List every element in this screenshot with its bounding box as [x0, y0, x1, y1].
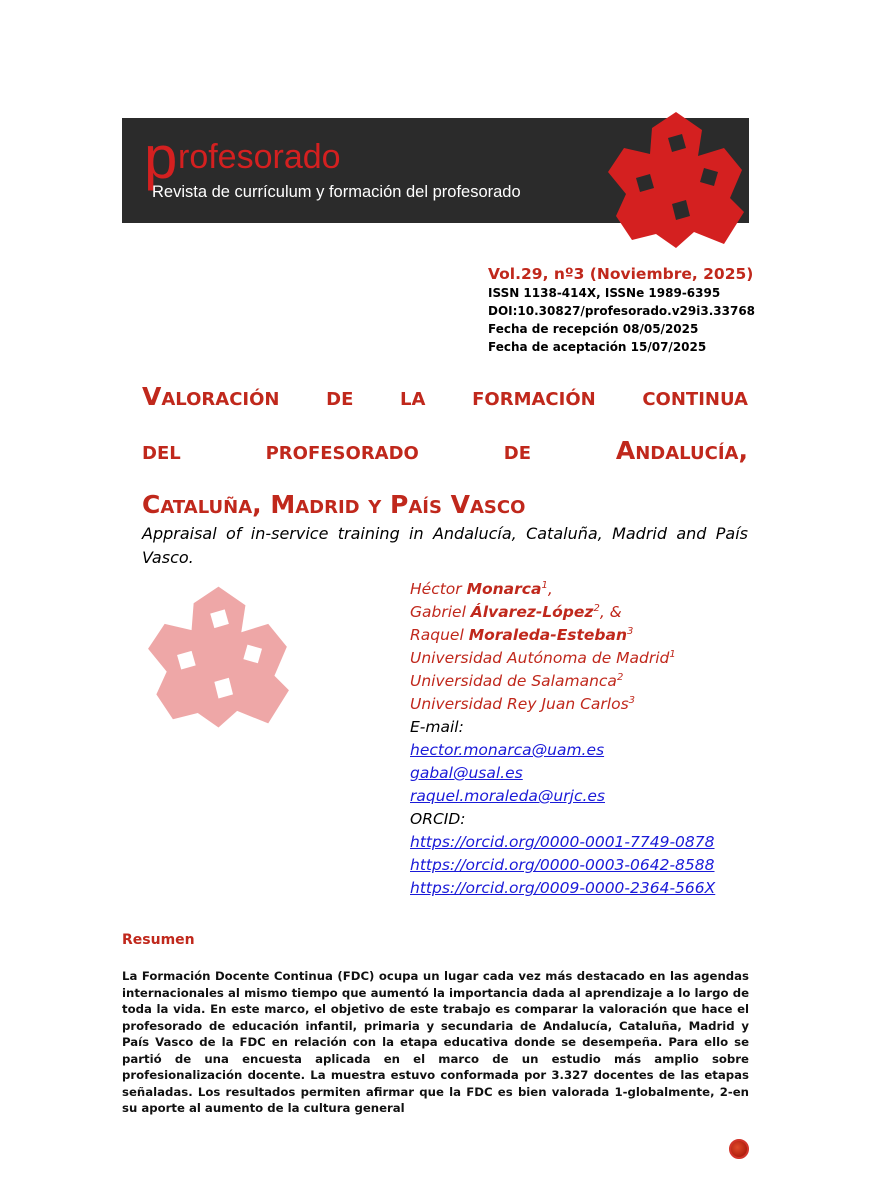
author-row — [410, 624, 760, 647]
article-title — [142, 370, 748, 532]
title-word: del — [142, 436, 181, 465]
author-superscript: 1 — [541, 579, 548, 591]
affiliation — [410, 647, 760, 670]
title-word: profesorado — [265, 436, 419, 465]
page-nav-dot-icon[interactable] — [729, 1139, 749, 1159]
author-given-name: Héctor — [410, 580, 467, 598]
profesorado-logo-icon — [606, 108, 746, 248]
title-word: Valoración — [142, 382, 280, 411]
affiliation-name: Universidad de Salamanca — [410, 672, 617, 690]
orcid-label: ORCID: — [410, 810, 466, 828]
affiliation-name: Universidad Rey Juan Carlos — [410, 695, 629, 713]
title-word: de — [503, 436, 531, 465]
affiliation — [410, 693, 760, 716]
email-link[interactable]: gabal@usal.es — [410, 764, 523, 782]
author-family-name: Álvarez-López — [470, 603, 594, 621]
title-word: continua — [642, 382, 748, 411]
affiliation — [410, 670, 760, 693]
brand-name: rofesorado — [178, 138, 341, 176]
brand-initial: p — [144, 124, 178, 191]
orcid-link[interactable]: https://orcid.org/0009-0000-2364-566X — [410, 879, 716, 897]
author-row — [410, 578, 760, 601]
accepted-date: Fecha de aceptación 15/07/2025 — [488, 340, 707, 354]
orcid-link[interactable]: https://orcid.org/0000-0001-7749-0878 — [410, 833, 715, 851]
resumen-heading: Resumen — [122, 932, 195, 948]
abstract-text: La Formación Docente Continua (FDC) ocupa un lugar cada vez más destacado en las agendas internacionales al mismo tiempo que aumentó la importancia dada al aprendizaje a lo largo de toda la vida. En este marco, el objetivo de este trabajo es comparar la valoración que hace el profesorado de educación infantil, primaria y secundaria de Andalucía, Cataluña, Madrid y País Vasco de la FDC en relación con la etapa educativa donde se desempeña. Para ello se partió de una encuesta aplicada en el marco de un estudio más amplio sobre profesionalización docente. La muestra estuvo conformada por 3.327 docentes de las etapas señaladas. Los resultados permiten afirmar que la FDC es bien valorada 1-globalmente, 2-en su aporte al aumento de la cultura general — [122, 969, 749, 1115]
english-title: Appraisal of in-service training in Andalucía, Cataluña, Madrid and País Vasco. — [142, 524, 748, 567]
doi: DOI:10.30827/profesorado.v29i3.33768 — [488, 304, 756, 318]
title-word: la — [400, 382, 426, 411]
issn: ISSN 1138-414X, ISSNe 1989-6395 — [488, 286, 721, 300]
issue-metadata — [488, 264, 755, 356]
title-line-1 — [142, 370, 748, 424]
title-line-2 — [142, 424, 748, 478]
affiliation-name: Universidad Autónoma de Madrid — [410, 649, 670, 667]
title-word: Andalucía, — [615, 436, 748, 465]
orcid-link[interactable]: https://orcid.org/0000-0003-0642-8588 — [410, 856, 715, 874]
author-family-name: Monarca — [466, 580, 542, 598]
author-family-name: Moraleda-Esteban — [468, 626, 628, 644]
affiliation-superscript: 3 — [628, 694, 636, 706]
affiliation-superscript: 2 — [616, 671, 624, 683]
received-date: Fecha de recepción 08/05/2025 — [488, 322, 699, 336]
author-block — [410, 578, 760, 900]
brand-subtitle: Revista de currículum y formación del profesorado — [152, 183, 521, 201]
title-word: formación — [472, 382, 596, 411]
email-link[interactable]: raquel.moraleda@urjc.es — [410, 787, 605, 805]
author-given-name: Gabriel — [410, 603, 471, 621]
email-label: E-mail: — [410, 718, 464, 736]
author-superscript: 2 — [593, 602, 600, 614]
author-superscript: 3 — [627, 625, 634, 637]
profesorado-watermark-icon — [146, 580, 291, 730]
email-link[interactable]: hector.monarca@uam.es — [410, 741, 605, 759]
affiliation-superscript: 1 — [669, 648, 676, 660]
author-given-name: Raquel — [410, 626, 469, 644]
title-word: de — [326, 382, 354, 411]
issue-volume: Vol.29, nº3 (Noviembre, 2025) — [488, 265, 754, 283]
author-separator: , & — [599, 603, 622, 621]
author-separator: , — [547, 580, 553, 598]
author-row — [410, 601, 760, 624]
title-line-3: Cataluña, Madrid y País Vasco — [142, 490, 526, 519]
